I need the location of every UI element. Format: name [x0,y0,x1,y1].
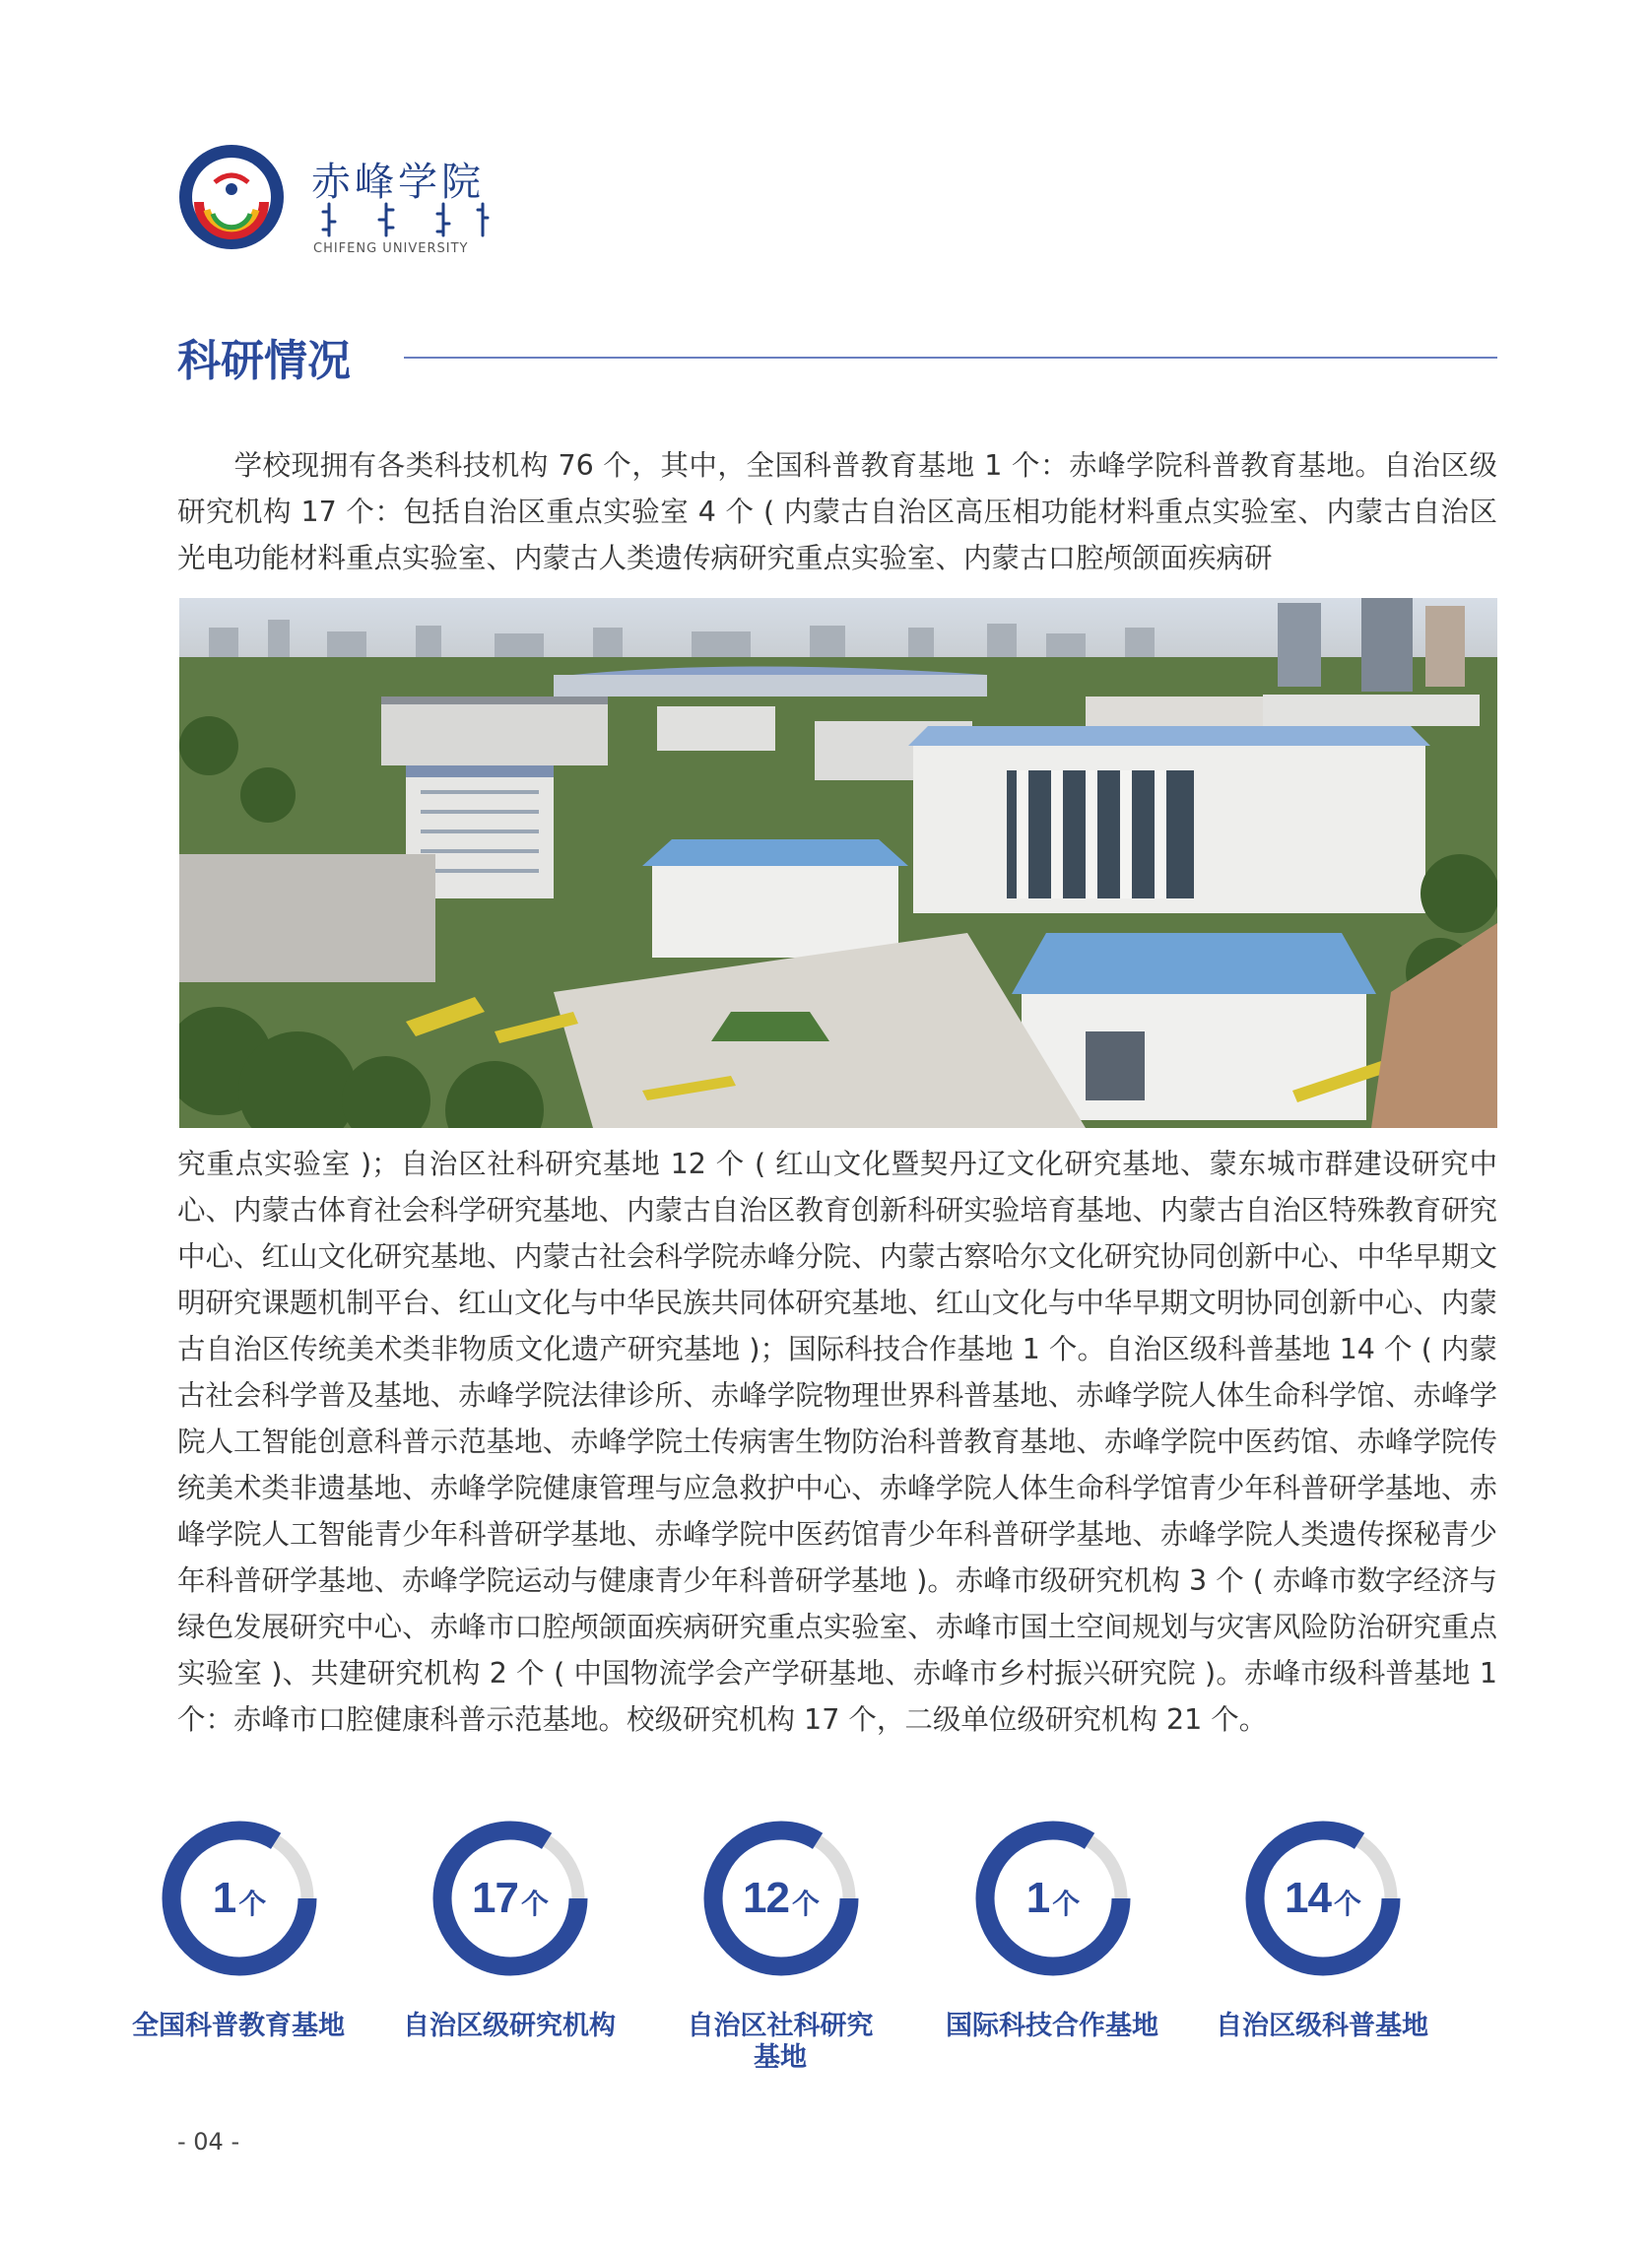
stat-label: 自治区社科研究基地 [687,2011,874,2073]
stat-value [160,1819,319,1978]
stat-item [934,1819,1170,2094]
mongolian-script-logo-icon [317,202,495,237]
stat-item [662,1819,898,2094]
title-divider [404,357,1497,359]
stat-item [120,1819,357,2094]
logo-english-name: CHIFENG UNIVERSITY [313,241,469,256]
campus-aerial-photo [179,598,1497,1128]
stat-number: 1 [212,1874,236,1922]
stat-number: 14 [1285,1874,1331,1922]
stat-label: 自治区级研究机构 [403,2011,616,2041]
stat-number: 12 [743,1874,789,1922]
intro-text: 学校现拥有各类科技机构 76 个，其中，全国科普教育基地 1 个：赤峰学院科普教育基地。自治区级研究机构 17 个：包括自治区重点实验室 4 个 ( 内蒙古自治区高压相功能材料重点实验室、内蒙古自治区光电功能材料重点实验室、内蒙古人类遗传病研究重点实验室、内蒙古口腔颅颌面疾病研 [177,449,1497,574]
page-number: - 04 - [177,2128,240,2156]
university-logo [177,143,512,261]
stat-unit: 个 [791,1889,820,1919]
stat-item [391,1819,628,2094]
stat-number: 1 [1025,1874,1050,1922]
stat-label: 国际科技合作基地 [946,2011,1158,2041]
section-title: 科研情况 [177,336,351,386]
stat-value [1243,1819,1403,1978]
stat-unit: 个 [238,1889,267,1919]
stat-value [973,1819,1133,1978]
stat-item [1204,1819,1440,2094]
stat-value [701,1819,861,1978]
stat-unit: 个 [1052,1889,1081,1919]
stat-value [430,1819,590,1978]
stat-unit: 个 [520,1889,549,1919]
continued-paragraph: 究重点实验室 )；自治区社科研究基地 12 个 ( 红山文化暨契丹辽文化研究基地、蒙东城市群建设研究中心、内蒙古体育社会科学研究基地、内蒙古自治区教育创新科研实验培育基地、内蒙古自治区特殊教育研究中心、红山文化研究基地、内蒙古社会科学院赤峰分院、内蒙古察哈尔文化研究协同创新中心、中华早期文明研究课题机制平台、红山文化与中华民族共同体研究基地、红山文化与中华早期文明协同创新中心、内蒙古自治区传统美术类非物质文化遗产研究基地 )；国际科技合作基地 1 个。自治区级科普基地 14 个 ( 内蒙古社会科学普及基地、赤峰学院法律诊所、赤峰学院物理世界科普基地、赤峰学院人体生命科学馆、赤峰学院人工智能创意科普示范基地、赤峰学院土传病害生物防治科普教育基地、赤峰学院中医药馆、赤峰学院传统美术类非遗基地、赤峰学院健康管理与应急救护中心、赤峰学院人体生命科学馆青少年科普研学基地、赤峰学院人工智能青少年科普研学基地、赤峰学院中医药馆青少年科普研学基地、赤峰学院人类遗传探秘青少年科普研学基地、赤峰学院运动与健康青少年科普研学基地 )。赤峰市级研究机构 3 个 ( 赤峰市数字经济与绿色发展研究中心、赤峰市口腔颅颌面疾病研究重点实验室、赤峰市国土空间规划与灾害风险防治研究重点实验室 )、共建研究机构 2 个 ( 中国物流学会产学研基地、赤峰市乡村振兴研究院 )。赤峰市级科普基地 1 个：赤峰市口腔健康科普示范基地。校级研究机构 17 个，二级单位级研究机构 21 个。 [177,1148,1497,1736]
stat-label: 自治区级科普基地 [1216,2011,1428,2041]
logo-chinese-name: 赤峰学院 [311,160,485,205]
stat-unit: 个 [1333,1889,1361,1919]
university-emblem-icon [177,143,286,251]
stat-number: 17 [472,1874,518,1922]
intro-paragraph [177,442,1497,581]
stat-label: 全国科普教育基地 [132,2011,345,2041]
